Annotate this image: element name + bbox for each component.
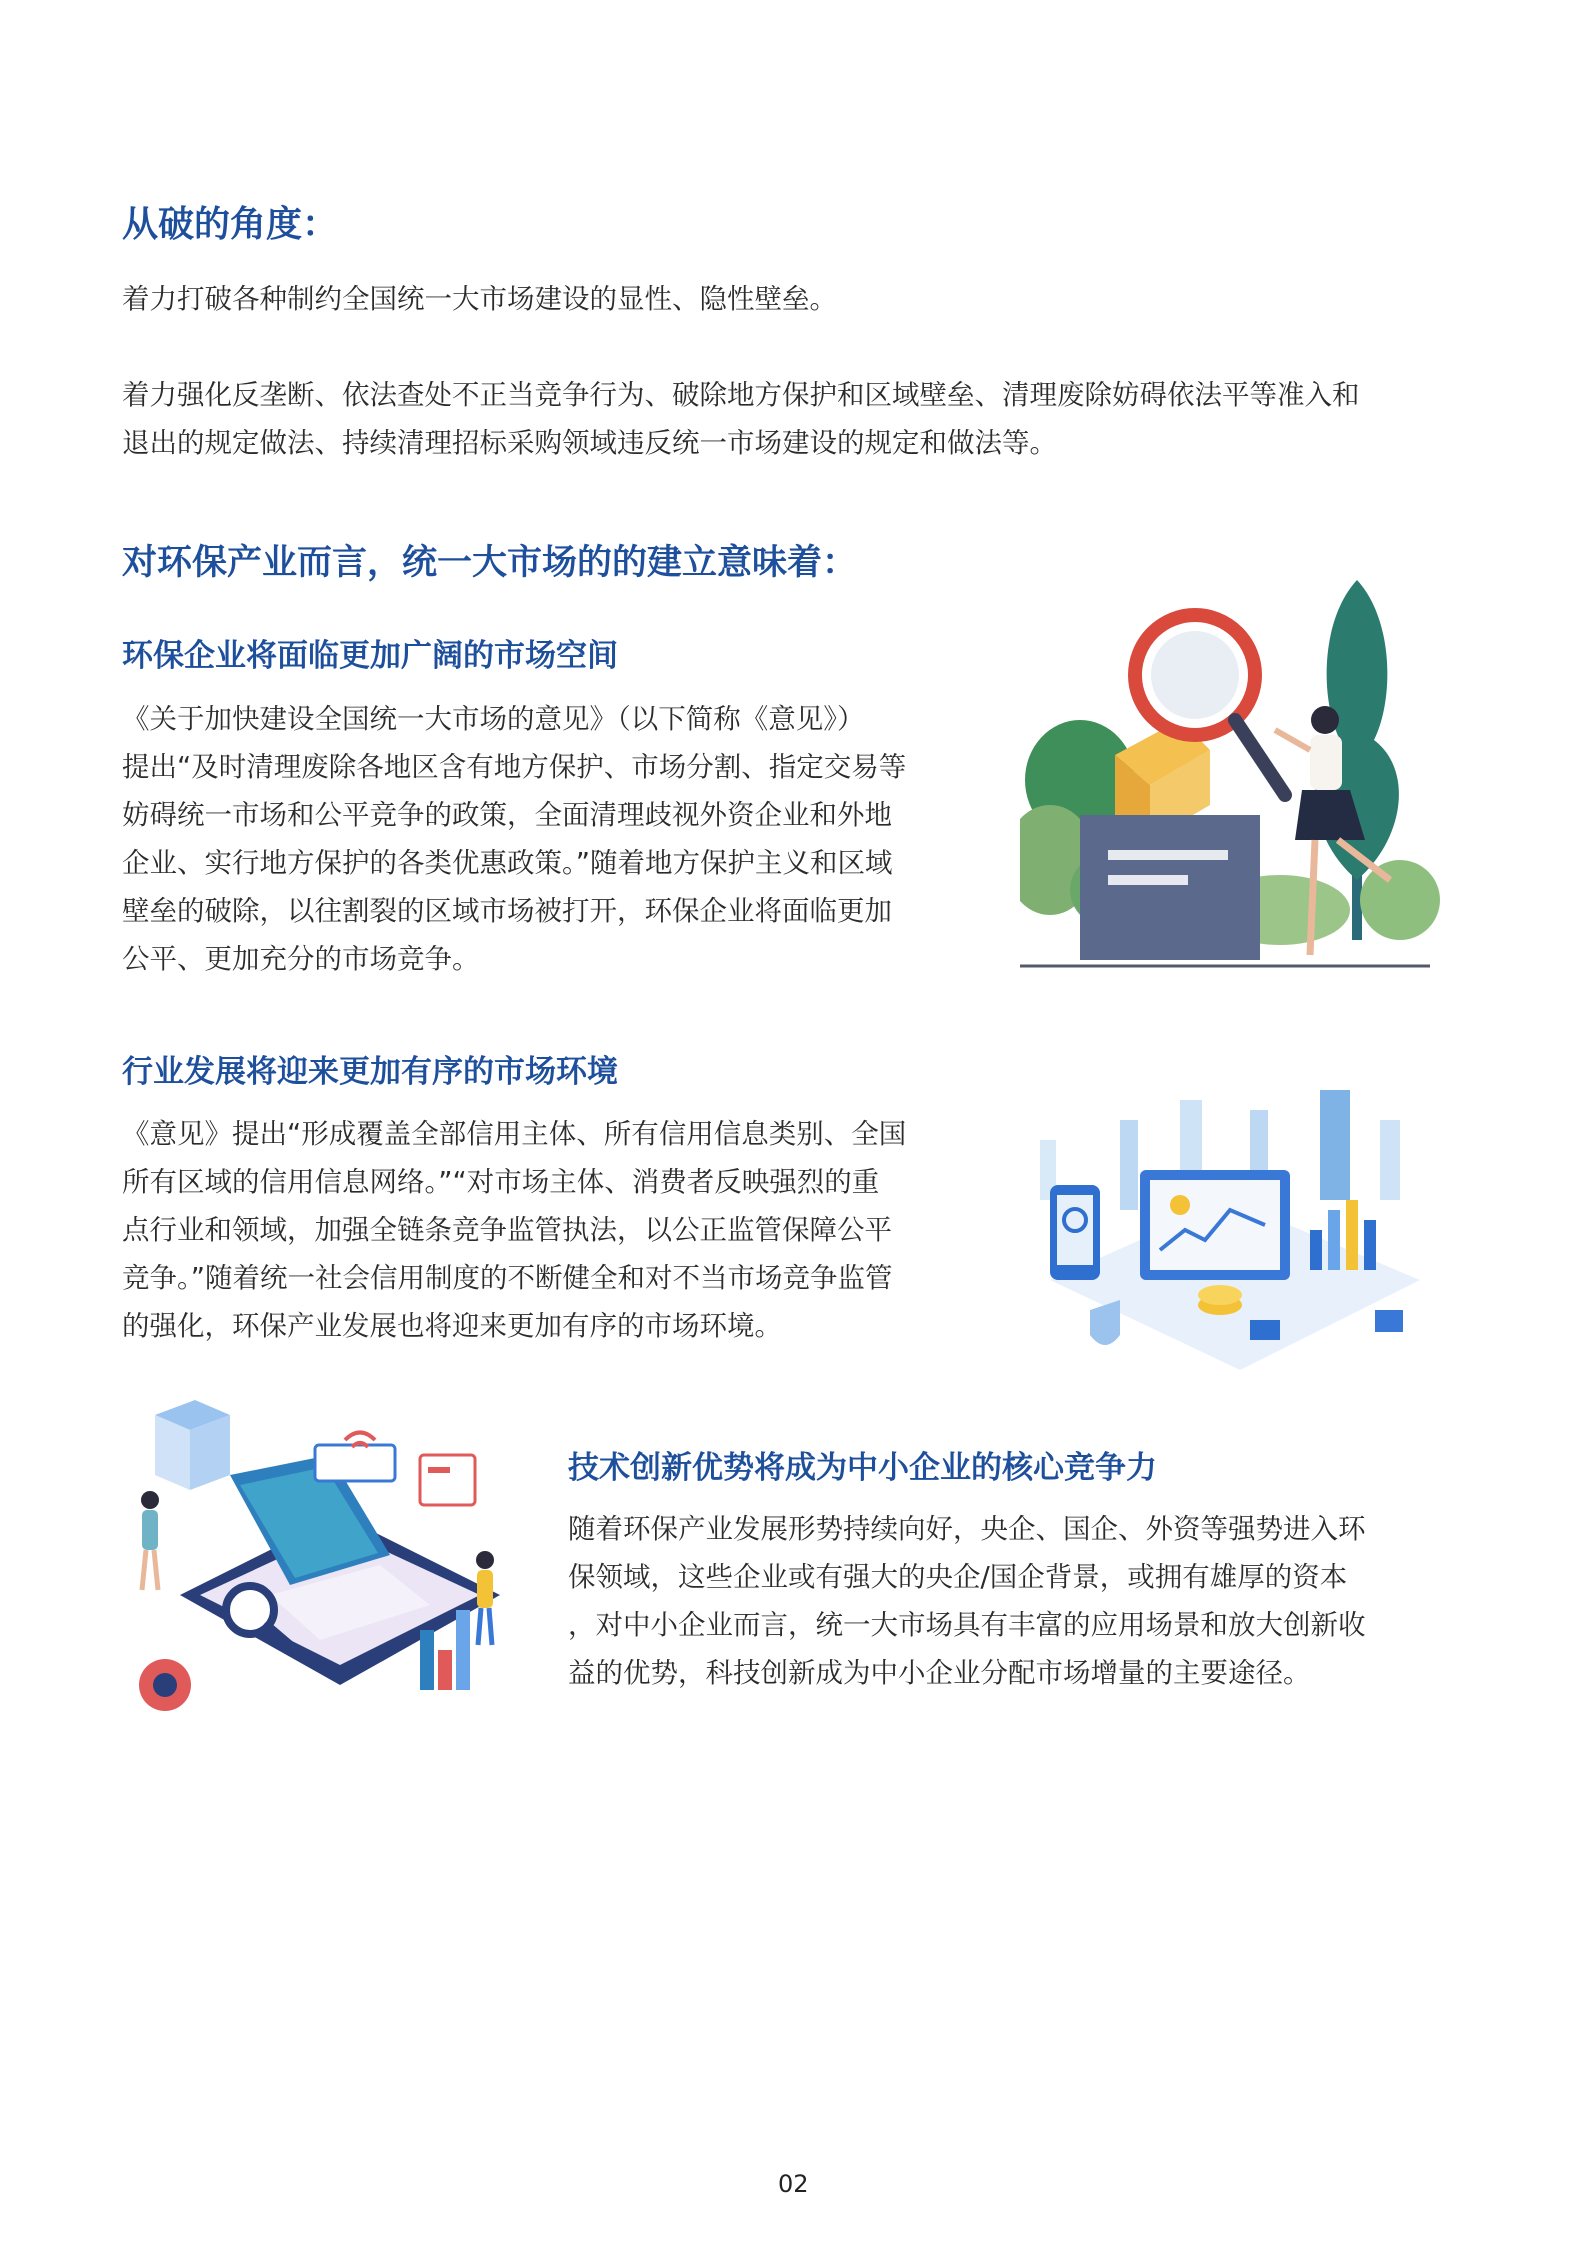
para-line: 所有区域的信用信息网络。”“对市场主体、消费者反映强烈的重 (122, 1166, 880, 1198)
data-dashboard-illustration (1020, 1080, 1440, 1380)
para-line: 提出“及时清理废除各地区含有地方保护、市场分割、指定交易等 (122, 751, 907, 783)
para-line: 公平、更加充分的市场竞争。 (122, 943, 480, 975)
para-line: 点行业和领域，加强全链条竞争监管执法，以公正监管保障公平 (122, 1214, 892, 1246)
para-line: 壁垒的破除，以往割裂的区域市场被打开，环保企业将面临更加 (122, 895, 892, 927)
para-line: 《关于加快建设全国统一大市场的意见》（以下简称《意见》） (122, 703, 865, 735)
magnifier-illustration (1020, 580, 1440, 970)
tech-laptop-illustration (120, 1395, 520, 1735)
section-break-para2 (122, 371, 1360, 467)
item3-body (568, 1505, 1366, 1697)
item2-title: 行业发展将迎来更加有序的市场环境 (122, 1054, 618, 1090)
para-line: 的强化，环保产业发展也将迎来更加有序的市场环境。 (122, 1310, 782, 1342)
para-line: 益的优势，科技创新成为中小企业分配市场增量的主要途径。 (568, 1657, 1311, 1689)
para-line: 妨碍统一市场和公平竞争的政策，全面清理歧视外资企业和外地 (122, 799, 892, 831)
para-line: 随着环保产业发展形势持续向好，央企、国企、外资等强势进入环 (568, 1513, 1366, 1545)
para-line: ，对中小企业而言，统一大市场具有丰富的应用场景和放大创新收 (568, 1609, 1366, 1641)
item1-body (122, 695, 906, 983)
section-break-para1: 着力打破各种制约全国统一大市场建设的显性、隐性壁垒。 (122, 283, 837, 315)
para-line: 保领域，这些企业或有强大的央企/国企背景，或拥有雄厚的资本 (568, 1561, 1348, 1593)
para-line: 着力强化反垄断、依法查处不正当竞争行为、破除地方保护和区域壁垒、清理废除妨碍依法平等准入和 (122, 379, 1360, 411)
para-line: 退出的规定做法、持续清理招标采购领域违反统一市场建设的规定和做法等。 (122, 427, 1057, 459)
page-number: 02 (778, 2170, 809, 2198)
para-line: 《意见》提出“形成覆盖全部信用主体、所有信用信息类别、全国 (122, 1118, 907, 1150)
para-line: 企业、实行地方保护的各类优惠政策。”随着地方保护主义和区域 (122, 847, 893, 879)
para-line: 竞争。”随着统一社会信用制度的不断健全和对不当市场竞争监管 (122, 1262, 893, 1294)
item2-body (122, 1110, 906, 1350)
section-title-break: 从破的角度： (122, 203, 339, 245)
section-title-meaning: 对环保产业而言，统一大市场的的建立意味着： (122, 542, 858, 583)
item1-title: 环保企业将面临更加广阔的市场空间 (122, 638, 618, 674)
item3-title: 技术创新优势将成为中小企业的核心竞争力 (568, 1450, 1157, 1486)
